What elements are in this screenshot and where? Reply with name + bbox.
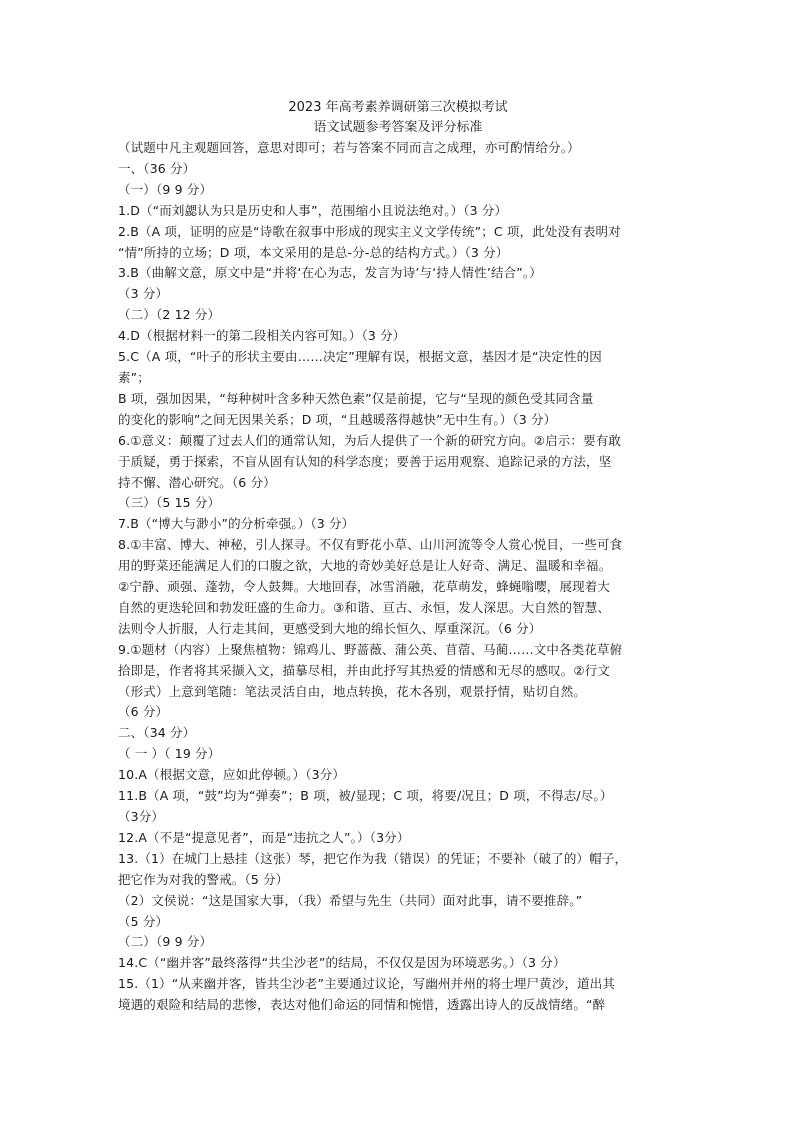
- answer-line: 9.①题材（内容）上聚焦植物：锦鸡儿、野蔷薇、蒲公英、苜蓿、马蔺……文中各类花草俯: [118, 641, 623, 657]
- answer-line: 15.（1）“从来幽并客，皆共尘沙老”主要通过议论，写幽州并州的将士埋尸黄沙，道出其: [118, 976, 616, 992]
- answer-line: （二）（9 9 分）: [118, 934, 213, 950]
- answer-line: 拾即是，作者将其采撷入文，描摹尽相，并由此抒写其热爱的情感和无尽的感叹。②行文: [118, 662, 611, 678]
- answer-line: 二、（34 分）: [118, 725, 196, 741]
- answer-line: 10.A（根据文意，应如此停顿。）（3分）: [118, 767, 346, 783]
- answer-line: ②宁静、顽强、蓬勃，令人鼓舞。大地回春，冰雪消融，花草萌发，蜂蝇嗡嘤，展现着大: [118, 579, 611, 595]
- answer-line: （3分）: [118, 809, 165, 824]
- answer-line: 14.C（“幽并客”最终落得“共尘沙老”的结局，不仅仅是因为环境恶劣。）（3 分）: [118, 955, 566, 971]
- answer-line: （6 分）: [118, 704, 169, 720]
- answer-line: （三）（5 15 分）: [118, 495, 221, 511]
- document-title: 2023 年高考素养调研第三次模拟考试: [288, 100, 508, 115]
- answer-line: 8.①丰富、博大、神秘，引人探寻。不仅有野花小草、山川河流等令人赏心悦目，一些可食: [118, 537, 623, 553]
- answer-line: （一）（9 9 分）: [118, 181, 213, 197]
- answer-line: “情”所持的立场；D 项，本文采用的是总-分-总的结构方式。）（3 分）: [118, 244, 509, 260]
- document-subtitle: 语文试题参考答案及评分标准: [313, 120, 483, 135]
- answer-line: （ 一 ）（ 19 分）: [118, 746, 221, 762]
- answer-line: 11.B（A 项，“鼓”均为“弹奏”；B 项，被/显现；C 项，将要/况且；D 项，不得志/尽。）: [118, 788, 613, 804]
- answer-line: 6.①意义：颠覆了过去人们的通常认知，为后人提供了一个新的研究方向。②启示：要有敢: [118, 432, 621, 448]
- answer-line: （试题中凡主观题回答，意思对即可；若与答案不同而言之成理，亦可酌情给分。）: [118, 140, 580, 155]
- answer-line: 1.D（“而刘勰认为只是历史和人事”，范围缩小且说法绝对。）（3 分）: [118, 202, 508, 218]
- answer-line: 把它作为对我的警戒。（5 分）: [118, 871, 289, 887]
- answer-line: B 项，强加因果，“每种树叶含多种天然色素”仅是前提，它与“呈现的颜色受其同含量: [118, 390, 594, 406]
- answer-line: 持不懈、潜心研究。（6 分）: [118, 474, 276, 490]
- answer-line: 自然的更迭轮回和勃发旺盛的生命力。③和谐、亘古、永恒，发人深思。大自然的智慧、: [118, 599, 611, 615]
- answer-line: 12.A（不是“提意见者”，而是“违抗之人”。）（3分）: [118, 829, 410, 845]
- answer-line: 于质疑，勇于探索，不盲从固有认知的科学态度；要善于运用观察、追踪记录的方法，坚: [118, 453, 612, 469]
- answer-body: [118, 138, 678, 1016]
- answer-line: 素”；: [118, 369, 150, 385]
- answer-line: 7.B（“博大与渺小”的分析牵强。）（3 分）: [118, 516, 355, 532]
- answer-line: （二）（2 12 分）: [118, 307, 221, 323]
- answer-line: 用的野菜还能满足人们的口腹之欲，大地的奇妙美好总是让人好奇、满足、温暖和幸福。: [118, 558, 612, 574]
- answer-line: （形式）上意到笔随：笔法灵活自由，地点转换，花木各别，观景抒情，贴切自然。: [118, 683, 587, 699]
- answer-line: 4.D（根据材料一的第二段相关内容可知。）（3 分）: [118, 328, 406, 344]
- answer-line: 一、（36 分）: [118, 160, 196, 176]
- answer-line: 的变化的影响”之间无因果关系；D 项，“且越暖落得越快”无中生有。）（3 分）: [118, 411, 557, 427]
- answer-line: 5.C（A 项，“叶子的形状主要由……决定”理解有误，根据文意，基因才是“决定性的因: [118, 349, 602, 365]
- answer-line: 2.B（A 项，证明的应是“诗歌在叙事中形成的现实主义文学传统”；C 项，此处没有表明对: [118, 223, 621, 239]
- answer-line: 境遇的艰险和结局的悲惨，表达对他们命运的同情和惋惜，透露出诗人的反战情绪。“醉: [118, 997, 606, 1013]
- answer-line: 法则令人折服，人行走其间，更感受到大地的绵长恒久、厚重深沉。（6 分）: [118, 620, 542, 636]
- answer-line: （5 分）: [118, 913, 169, 929]
- answer-line: （3 分）: [118, 286, 169, 302]
- answer-line: 3.B（曲解文意，原文中是“并将‘在心为志，发言为诗’与‘持人情性’结合”。）: [118, 265, 542, 281]
- answer-line: （2）文侯说：“这是国家大事，（我）希望与先生（共同）面对此事，请不要推辞。”: [118, 892, 583, 908]
- answer-sheet-page: [118, 98, 678, 1016]
- answer-line: 13.（1）在城门上悬挂（这张）琴，把它作为我（错误）的凭证；不要补（破了的）帽子，: [118, 850, 628, 866]
